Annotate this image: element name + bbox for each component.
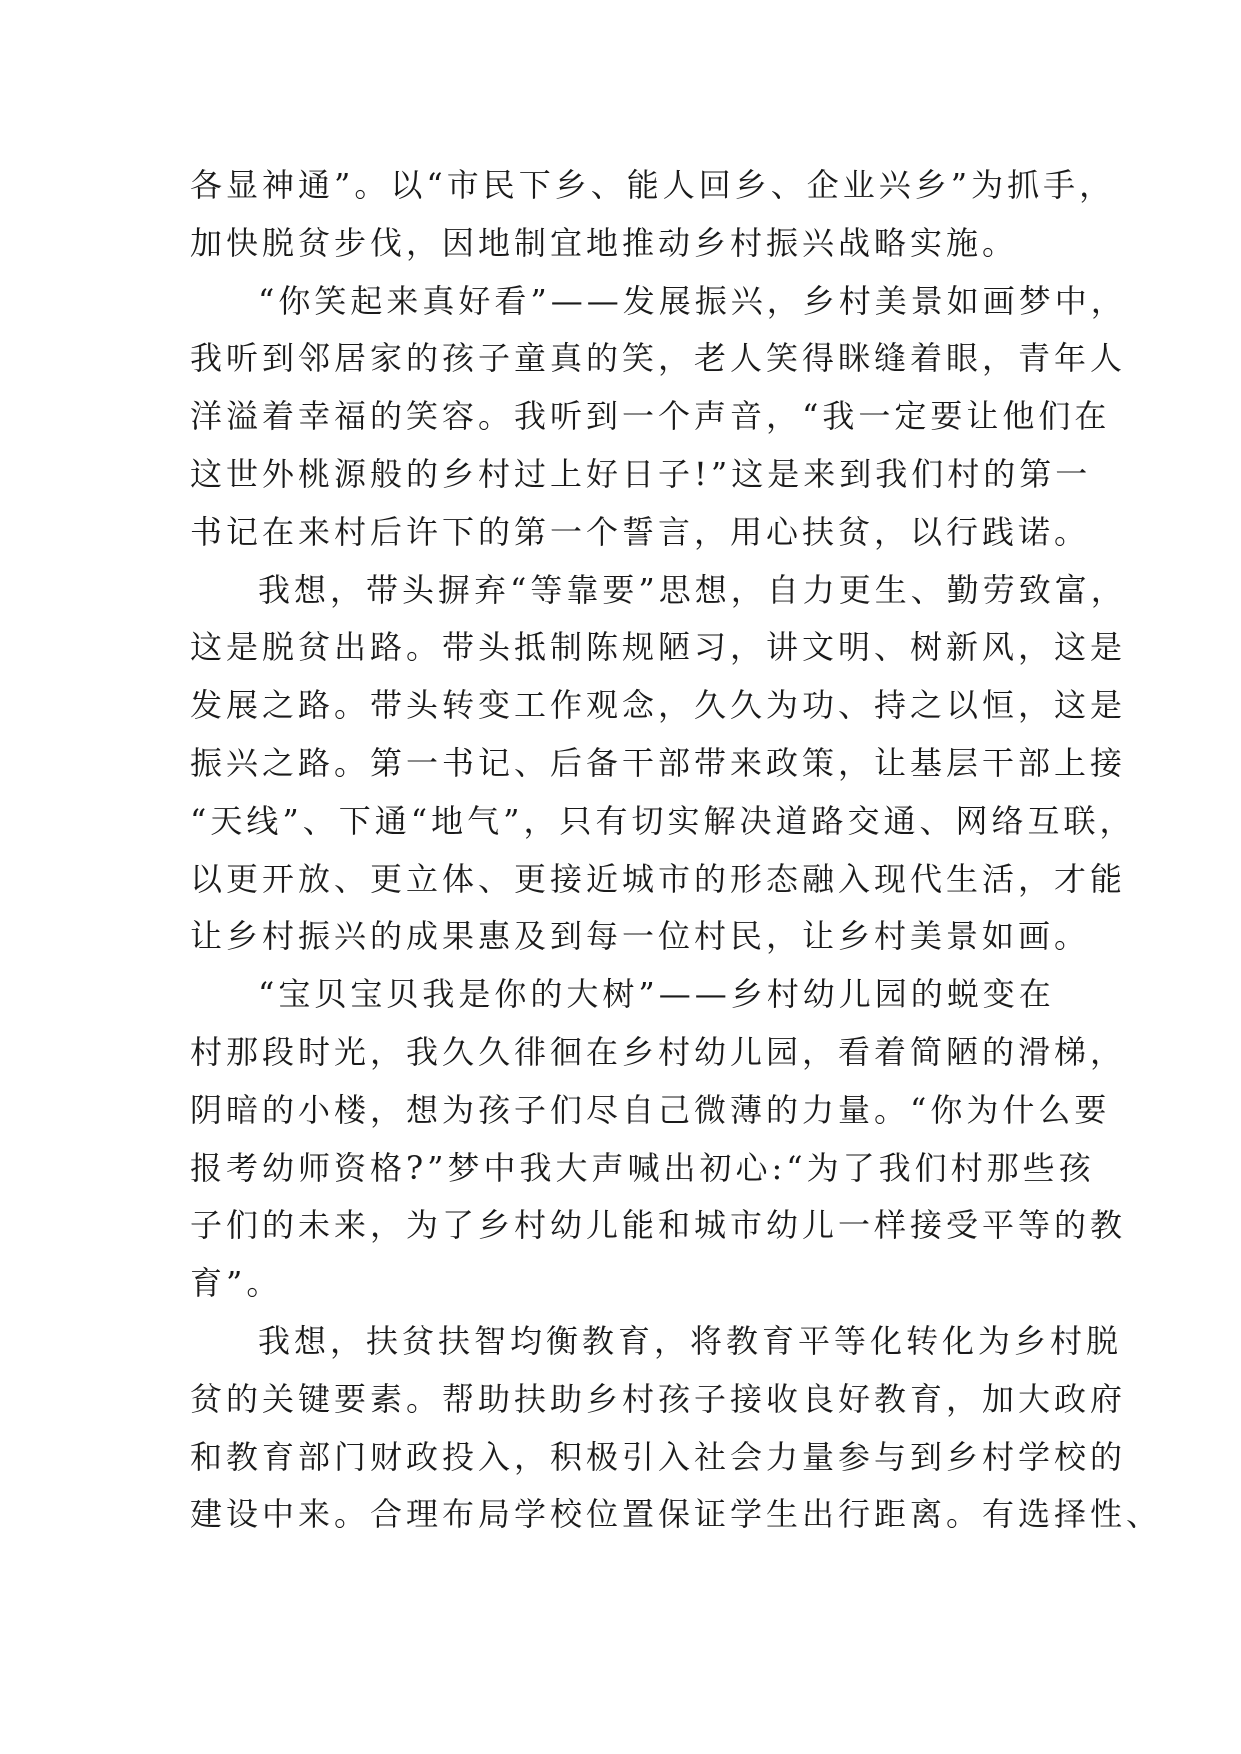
text-line: 这世外桃源般的乡村过上好日子!”这是来到我们村的第一 (190, 454, 1092, 493)
paragraph-1 (190, 157, 1116, 273)
paragraph-5 (190, 1313, 1163, 1544)
text-line: 贫的关键要素。帮助扶助乡村孩子接收良好教育，加大政府 (190, 1379, 1127, 1418)
text-line: 报考幼师资格?”梦中我大声喊出初心:“为了我们村那些孩 (190, 1148, 1095, 1187)
text-line: 我听到邻居家的孩子童真的笑，老人笑得眯缝着眼，青年人 (190, 339, 1127, 378)
text-line: “你笑起来真好看”——发展振兴，乡村美景如画梦中， (258, 281, 1127, 320)
text-line: 洋溢着幸福的笑容。我听到一个声音，“我一定要让他们在 (190, 397, 1111, 436)
text-line: 子们的未来，为了乡村幼儿能和城市幼儿一样接受平等的教 (190, 1206, 1127, 1245)
text-line: 阴暗的小楼，想为孩子们尽自己微薄的力量。“你为什么要 (190, 1090, 1111, 1129)
document-body (190, 157, 1163, 1544)
text-line: 发展之路。带头转变工作观念，久久为功、持之以恒，这是 (190, 686, 1127, 725)
text-line: 这是脱贫出路。带头抵制陈规陋习，讲文明、树新风，这是 (190, 628, 1127, 667)
text-line: 让乡村振兴的成果惠及到每一位村民，让乡村美景如画。 (190, 917, 1091, 956)
text-line: 以更开放、更立体、更接近城市的形态融入现代生活，才能 (190, 859, 1127, 898)
text-line: 建设中来。合理布局学校位置保证学生出行距离。有选择性、 (190, 1495, 1163, 1534)
text-line: 村那段时光，我久久徘徊在乡村幼儿园，看着简陋的滑梯， (190, 1032, 1127, 1071)
paragraph-2 (190, 273, 1127, 562)
text-line: 和教育部门财政投入，积极引入社会力量参与到乡村学校的 (190, 1437, 1127, 1476)
text-line: “天线”、下通“地气”，只有切实解决道路交通、网络互联， (190, 801, 1136, 840)
paragraph-4 (190, 966, 1127, 1313)
text-line: 我想，带头摒弃“等靠要”思想，自力更生、勤劳致富， (258, 570, 1127, 609)
text-line: 育”。 (190, 1264, 283, 1303)
paragraph-3 (190, 562, 1136, 967)
text-line: 振兴之路。第一书记、后备干部带来政策，让基层干部上接 (190, 743, 1127, 782)
text-line: 我想，扶贫扶智均衡教育，将教育平等化转化为乡村脱 (258, 1321, 1123, 1360)
text-line: 各显神通”。以“市民下乡、能人回乡、企业兴乡”为抓手， (190, 166, 1116, 204)
text-line: “宝贝宝贝我是你的大树”——乡村幼儿园的蜕变在 (258, 975, 1055, 1014)
text-line: 书记在来村后许下的第一个誓言，用心扶贫，以行践诺。 (190, 512, 1091, 551)
text-line: 加快脱贫步伐，因地制宜地推动乡村振兴战略实施。 (190, 223, 1019, 262)
